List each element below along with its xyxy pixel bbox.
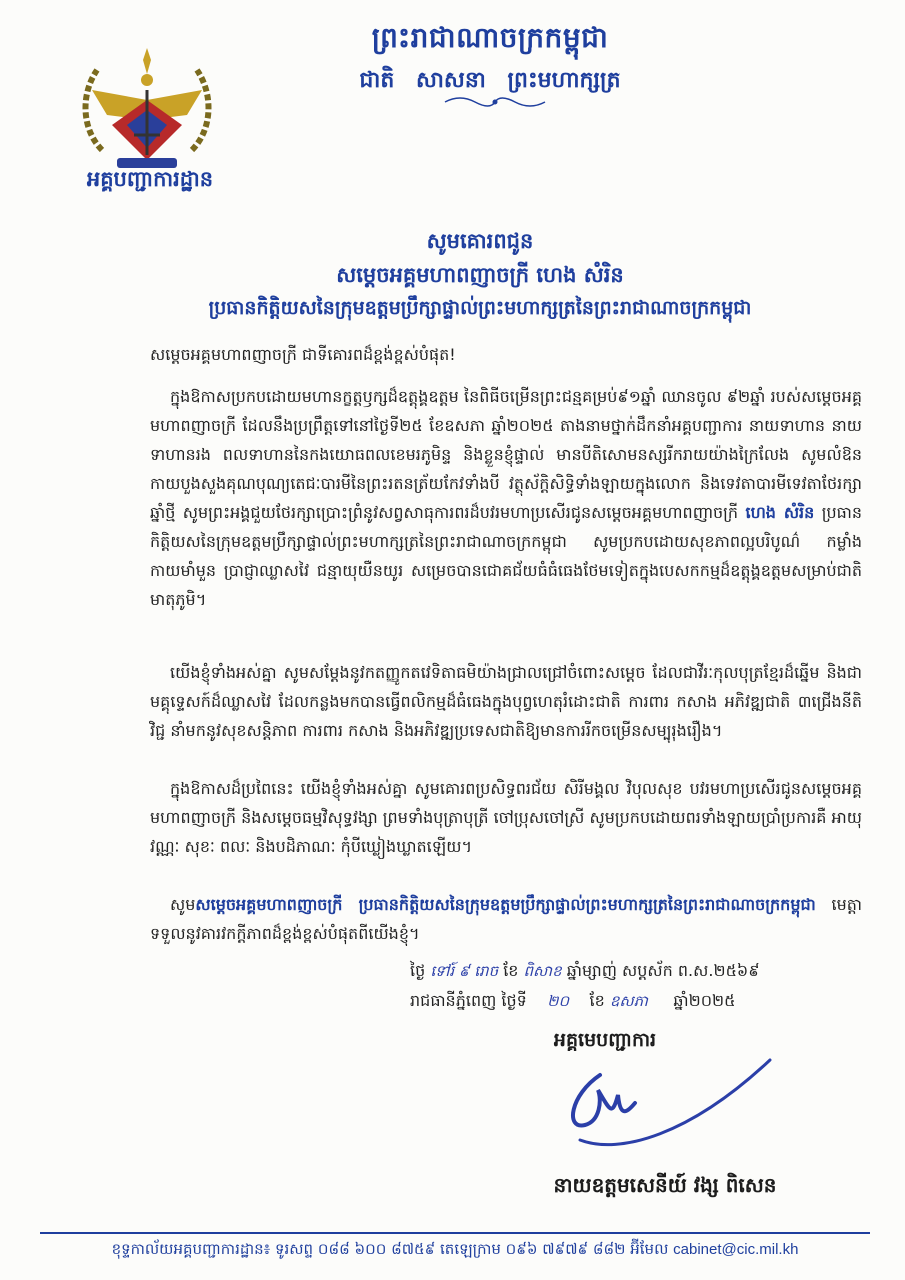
lunar-date-line xyxy=(410,960,870,984)
lunar-date-prefix: ថ្ងៃ xyxy=(410,961,426,980)
month-label: ខែ xyxy=(589,991,605,1010)
signer-title: អគ្គមេបញ្ជាការ xyxy=(553,1029,657,1051)
closing-paragraph xyxy=(150,890,862,948)
place-and-day-label: រាជធានីភ្នំពេញ ថ្ងៃទី xyxy=(410,991,527,1010)
national-motto: ជាតិ សាសនា ព្រះមហាក្សត្រ xyxy=(359,68,621,93)
ornament-divider-icon xyxy=(440,94,550,110)
footer-contact xyxy=(40,1240,870,1262)
addressee-name: សម្តេចអគ្គមហាពញាចក្រី ហេង សំរិន xyxy=(336,263,624,287)
lunar-day-handwritten: ទៅរ៍ ៩ រោច xyxy=(430,962,499,980)
lunar-month-label: ខែ xyxy=(503,961,519,980)
paragraph-3: ក្នុងឱកាសដ៏ប្រពៃនេះ យើងខ្ញុំទាំងអស់គ្នា សូមគោរពប្រសិទ្ធពរជ័យ សិរីមង្គល វិបុលសុខ បវរមហាប្រសើរជូនសម្តេចអគ្គមហាពញាចក្រី និងសម្តេចធម្មវិសុទ្ធវង្សា ព្រមទាំងបុត្រាបុត្រី ចៅប្រុសចៅស្រី សូមប្រកបដោយពរទាំងឡាយប្រាំប្រការគឺ អាយុ វណ្ណៈ សុខៈ ពលៈ និងបដិភាណៈ កុំបីឃ្លៀងឃ្លាតឡើយ។ xyxy=(150,779,862,856)
kingdom-title: ព្រះរាជាណាចក្រកម្ពុជា xyxy=(371,21,609,54)
addressee-title: ប្រធានកិត្តិយសនៃក្រុមឧត្តមប្រឹក្សាផ្ទាល់ព្រះមហាក្សត្រនៃព្រះរាជាណាចក្រកម្ពុជា xyxy=(208,297,752,319)
department-name: អគ្គបញ្ជាការដ្ឋាន xyxy=(86,167,214,191)
handwritten-signature-icon xyxy=(540,1055,780,1165)
day-handwritten: ២០ xyxy=(547,992,570,1010)
paragraph-1-part-2: ប្រធានកិត្តិយសនៃក្រុមឧត្តមប្រឹក្សាផ្ទាល់ព្រះមហាក្សត្រនៃព្រះរាជាណាចក្រកម្ពុជា សូមប្រកបដោយសុខភាពល្អបរិបូណ៌ កម្លាំងកាយមាំមួន ប្រាជ្ញាឈ្លាសវៃ ជន្មាយុយឺនយូរ សម្រេចបានជោគជ័យធំធំធេងថែមទៀតក្នុងបេសកកម្មដ៏ឧត្តុង្គឧត្តមសម្រាប់ជាតិមាតុភូមិ។ xyxy=(150,503,862,609)
lunar-year: ឆ្នាំម្សាញ់ សប្តស័ក ព.ស.២៥៦៩ xyxy=(566,961,760,980)
signer-name: នាយឧត្តមសេនីយ៍ វង្ស ពិសេន xyxy=(553,1173,777,1197)
paragraph-1 xyxy=(150,382,862,614)
salutation: សម្តេចអគ្គមហាពញាចក្រី ជាទីគោរពដ៏ខ្ពង់ខ្ពស់បំផុត! xyxy=(150,345,456,364)
footer-email-link[interactable]: cabinet@cic.mil.kh xyxy=(673,1241,799,1258)
paragraph-1-name: ហេង សំរិន xyxy=(745,503,815,522)
closing-suffix: មេត្តាទទួលនូវគារវកក្តីភាពដ៏ខ្ពង់ខ្ពស់បំផុតពីយើងខ្ញុំ។ xyxy=(150,895,862,943)
month-handwritten: ឧសភា xyxy=(609,992,648,1010)
solar-date-line xyxy=(410,990,870,1014)
closing-prefix: សូម xyxy=(170,895,196,914)
paragraph-2: យើងខ្ញុំទាំងអស់គ្នា សូមសម្តែងនូវកតញ្ញូកតវេទិតាធមិយ៉ាងជ្រាលជ្រៅចំពោះសម្តេច ដែលជាវីរៈកុលបុត្រខ្មែរដ៏ឆ្នើម និងជាមគ្គុទ្ទេសក៍ដ៏ឈ្លាសវៃ ដែលកន្លងមកបានធ្វើពលិកម្មដ៏ធំធេងក្នុងបុព្វហេតុរំដោះជាតិ ការពារ កសាង អភិវឌ្ឍជាតិ ៣ជ្រើងនីតិវិជ្ជ នាំមកនូវសុខសន្តិភាព ការពារ កសាង និងអភិវឌ្ឍប្រទេសជាតិឱ្យមានការរីកចម្រើនសម្បុរុងរឿង។ xyxy=(150,663,862,740)
footer-contact-text: ខុទ្ទកាល័យអគ្គបញ្ជាការដ្ឋាន៖ ទូរសព្ទ ០៨៨ ៦០០ ៨៧៥៩ តេឡេក្រាម ០៩៦ ៧៩៧៩ ៨៨២ អ៊ីមែល xyxy=(111,1240,669,1258)
year: ឆ្នាំ២០២៥ xyxy=(673,991,736,1010)
lunar-month-handwritten: ពិសាខ xyxy=(523,962,562,980)
military-emblem-icon xyxy=(72,40,222,180)
footer-divider xyxy=(40,1232,870,1234)
closing-bold: សម្តេចអគ្គមហាពញាចក្រី ប្រធានកិត្តិយសនៃក្រុមឧត្តមប្រឹក្សាផ្ទាល់ព្រះមហាក្សត្រនៃព្រះរាជាណាចក្រកម្ពុជា xyxy=(195,895,816,914)
paragraph-1-part-1: ក្នុងឱកាសប្រកបដោយមហានក្ខត្តឫក្សដ៏ឧត្តុង្គឧត្តម នៃពិធីចម្រើនព្រះជន្មគម្រប់៩១ឆ្នាំ ឈានចូល ៩២ឆ្នាំ របស់សម្តេចអគ្គមហាពញាចក្រី ដែលនឹងប្រព្រឹត្តទៅនៅថ្ងៃទី២៥ ខែឧសភា ឆ្នាំ២០២៥ តាងនាមថ្នាក់ដឹកនាំអគ្គបញ្ជាការ នាយទាហាន នាយទាហានរង ពលទាហាននៃកងយោធពលខេមរភូមិន្ទ និងខ្លួនខ្ញុំផ្ទាល់ មានបីតិសោមនស្សរីករាយយ៉ាងក្រៃលែង សូមលំឱនកាយបួងសួងគុណបុណ្យតេជៈបារមីនៃព្រះរតនត្រ័យកែវទាំងបី វត្ថុស័ក្តិសិទ្ធិទាំងឡាយក្នុងលោក និងទេវតាបារមីទេវតាថែរក្សាឆ្នាំថ្មី សូមព្រះអង្គជួយថែរក្សាប្រោះព្រំនូវសព្វសាធុការពរដ៏បវរមហាប្រសើរជូនសម្តេចអគ្គមហាពញាចក្រី xyxy=(150,387,862,522)
addressee-greeting: សូមគោរពជូន xyxy=(426,229,534,253)
